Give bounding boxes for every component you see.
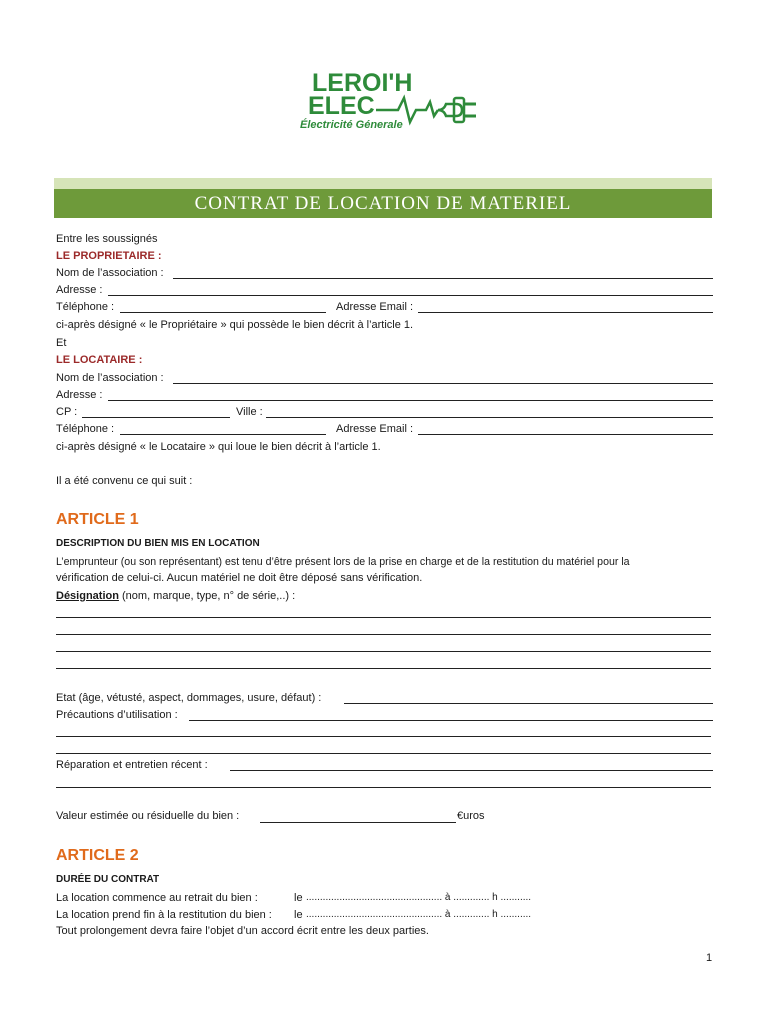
tenant-address-field[interactable]: [108, 400, 713, 401]
owner-assoc-field[interactable]: [173, 278, 713, 279]
agreed-text: Il a été convenu ce qui suit :: [56, 475, 193, 487]
document-title: CONTRAT DE LOCATION DE MATERIEL: [194, 193, 572, 214]
tenant-cp-field[interactable]: [82, 417, 230, 418]
designation-field-3[interactable]: [56, 651, 711, 652]
plug-icon: [376, 88, 482, 132]
tenant-phone-field[interactable]: [120, 434, 326, 435]
end-le: le: [294, 909, 303, 921]
logo-line1: LEROI'H: [312, 69, 413, 97]
owner-address-field[interactable]: [108, 295, 713, 296]
designation-hint: (nom, marque, type, n° de série,..) :: [118, 590, 296, 602]
parties-intro: Entre les soussignés: [56, 233, 158, 245]
tenant-phone-label: Téléphone :: [56, 423, 115, 435]
precautions-field-2[interactable]: [56, 736, 711, 737]
owner-email-label: Adresse Email :: [336, 301, 414, 313]
owner-assoc-label: Nom de l’association :: [56, 267, 164, 279]
tenant-city-field[interactable]: [266, 417, 713, 418]
logo-line2: ELEC: [308, 92, 375, 120]
start-le: le: [294, 892, 303, 904]
tenant-city-label: Ville :: [236, 406, 263, 418]
designation-field-2[interactable]: [56, 634, 711, 635]
tenant-heading: LE LOCATAIRE :: [56, 354, 143, 366]
precautions-field-1[interactable]: [189, 720, 713, 721]
extension-text: Tout prolongement devra faire l’objet d’un accord écrit entre les deux parties.: [56, 925, 429, 937]
repair-field-1[interactable]: [230, 770, 713, 771]
article1-heading: ARTICLE 1: [56, 511, 139, 528]
tenant-designation: ci-après désigné « le Locataire » qui loue le bien décrit à l’article 1.: [56, 441, 381, 453]
owner-phone-label: Téléphone :: [56, 301, 115, 313]
owner-designation: ci-après désigné « le Propriétaire » qui possède le bien décrit à l’article 1.: [56, 319, 414, 331]
repair-label: Réparation et entretien récent :: [56, 759, 208, 771]
owner-heading: LE PROPRIETAIRE :: [56, 250, 162, 262]
article1-paragraph-line2: vérification de celui-ci. Aucun matériel ne doit être déposé sans vérification.: [56, 572, 423, 584]
state-label: Etat (âge, vétusté, aspect, dommages, usure, défaut) :: [56, 692, 322, 704]
owner-phone-field[interactable]: [120, 312, 326, 313]
tenant-assoc-label: Nom de l’association :: [56, 372, 164, 384]
tenant-email-label: Adresse Email :: [336, 423, 414, 435]
end-date-time-field[interactable]: ................................................. à ............. h ...........: [306, 909, 532, 920]
state-field[interactable]: [344, 703, 713, 704]
value-field[interactable]: [260, 822, 456, 823]
end-label: La location prend fin à la restitution du bien :: [56, 909, 272, 921]
designation-field-4[interactable]: [56, 668, 711, 669]
start-label: La location commence au retrait du bien :: [56, 892, 258, 904]
owner-address-label: Adresse :: [56, 284, 103, 296]
owner-email-field[interactable]: [418, 312, 713, 313]
article2-heading: ARTICLE 2: [56, 847, 139, 864]
logo-tagline: Électricité Génerale: [300, 119, 403, 131]
and-text: Et: [56, 337, 67, 349]
precautions-field-3[interactable]: [56, 753, 711, 754]
article2-subheading: DURÉE DU CONTRAT: [56, 874, 160, 885]
designation-label: Désignation: [56, 590, 119, 602]
value-unit: €uros: [457, 810, 485, 822]
tenant-assoc-field[interactable]: [173, 383, 713, 384]
article1-paragraph-line1: L’emprunteur (ou son représentant) est tenu d’être présent lors de la prise en charge et de la restitution du matériel pour la: [56, 556, 630, 568]
precautions-label: Précautions d’utilisation :: [56, 709, 178, 721]
tenant-address-label: Adresse :: [56, 389, 103, 401]
page-number: 1: [706, 952, 713, 964]
value-label: Valeur estimée ou résiduelle du bien :: [56, 810, 240, 822]
start-date-time-field[interactable]: ................................................. à ............. h ...........: [306, 892, 532, 903]
tenant-cp-label: CP :: [56, 406, 78, 418]
designation-line: [56, 589, 295, 603]
repair-field-2[interactable]: [56, 787, 711, 788]
designation-field-1[interactable]: [56, 617, 711, 618]
title-banner-accent: [54, 178, 712, 189]
article1-subheading: DESCRIPTION DU BIEN MIS EN LOCATION: [56, 538, 260, 549]
tenant-email-field[interactable]: [418, 434, 713, 435]
